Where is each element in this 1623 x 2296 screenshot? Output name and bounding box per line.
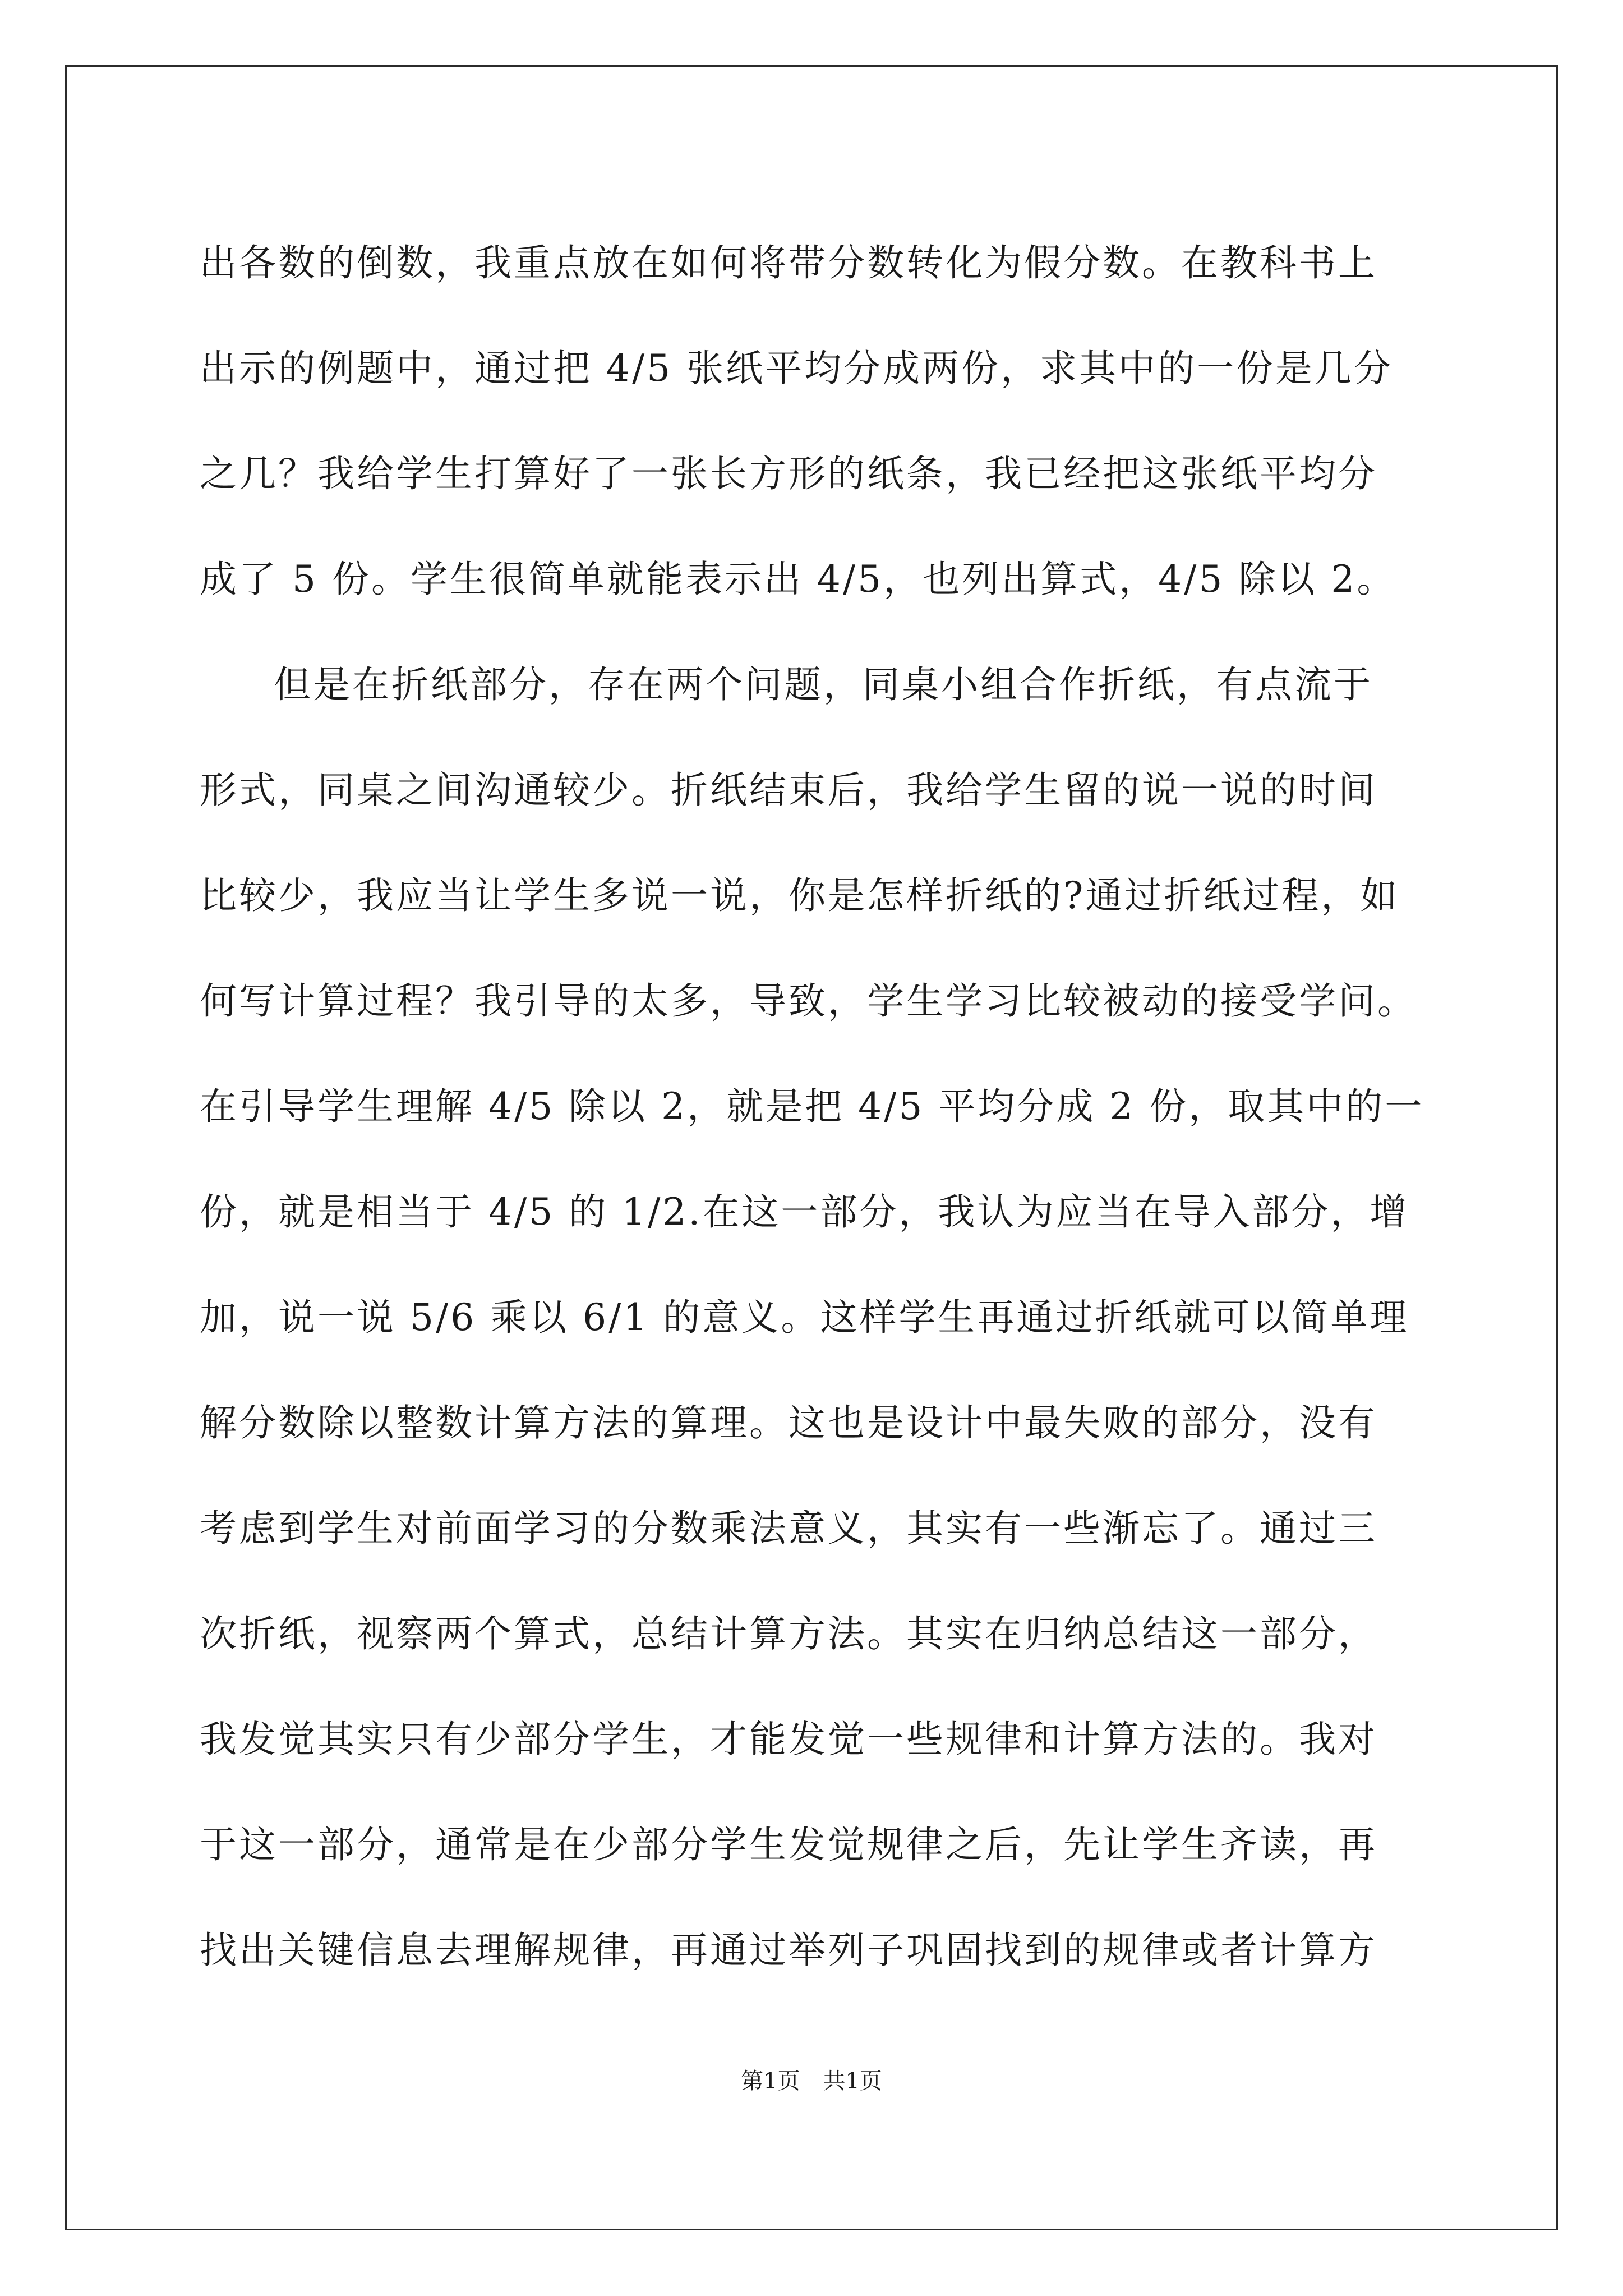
text-line-11: 加，说一说 5/6 乘以 6/1 的意义。这样学生再通过折纸就可以简单理 [200,1296,1409,1339]
text-line-3: 之几？我给学生打算好了一张长方形的纸条，我已经把这张纸平均分 [200,452,1377,495]
text-line-8: 何写计算过程？我引导的太多，导致，学生学习比较被动的接受学问。 [200,979,1417,1023]
text-line-7: 比较少，我应当让学生多说一说，你是怎样折纸的?通过折纸过程，如 [200,874,1400,917]
text-line-10: 份，就是相当于 4/5 的 1/2.在这一部分，我认为应当在导入部分，增 [200,1190,1409,1234]
text-line-14: 次折纸，视察两个算式，总结计算方法。其实在归纳总结这一部分， [200,1612,1377,1655]
page-number-total: 共1页 [823,2068,882,2094]
text-line-15: 我发觉其实只有少部分学生，才能发觉一些规律和计算方法的。我对 [200,1718,1377,1761]
text-line-13: 考虑到学生对前面学习的分数乘法意义，其实有一些渐忘了。通过三 [200,1507,1377,1550]
text-line-17: 找出关键信息去理解规律，再通过举列子巩固找到的规律或者计算方 [200,1929,1377,1972]
text-line-4: 成了 5 份。学生很简单就能表示出 4/5，也列出算式，4/5 除以 2。 [200,558,1396,601]
text-line-5: 但是在折纸部分，存在两个问题，同桌小组合作折纸，有点流于 [274,663,1373,706]
page-number-current: 第1页 [741,2068,800,2094]
text-line-6: 形式，同桌之间沟通较少。折纸结束后，我给学生留的说一说的时间 [200,769,1377,812]
text-line-12: 解分数除以整数计算方法的算理。这也是设计中最失败的部分，没有 [200,1401,1377,1444]
text-line-16: 于这一部分，通常是在少部分学生发觉规律之后，先让学生齐读，再 [200,1823,1377,1866]
text-line-1: 出各数的倒数，我重点放在如何将带分数转化为假分数。在教科书上 [200,241,1377,284]
page-footer [0,2064,1623,2098]
document-body [200,210,1433,2003]
text-line-9: 在引导学生理解 4/5 除以 2，就是把 4/5 平均分成 2 份，取其中的一 [200,1085,1424,1128]
text-line-2: 出示的例题中，通过把 4/5 张纸平均分成两份，求其中的一份是几分 [200,347,1394,390]
